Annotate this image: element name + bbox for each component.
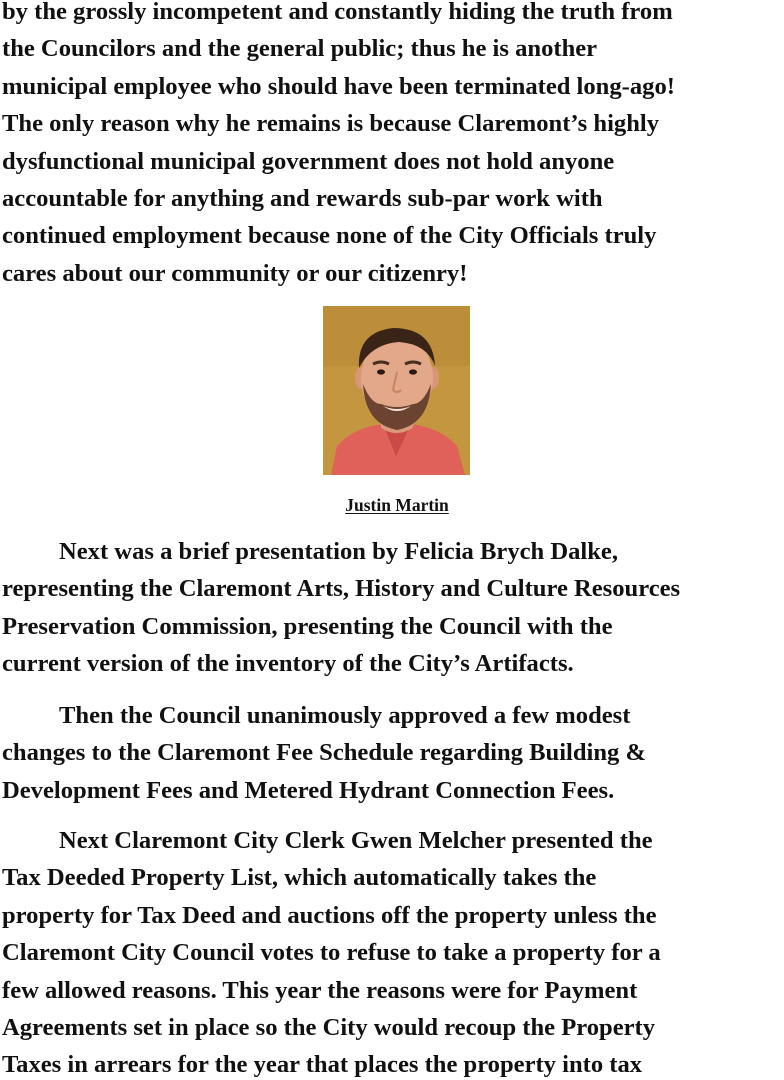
portrait-photo	[323, 306, 470, 475]
text-line: few allowed reasons. This year the reasons were for Payment	[2, 976, 638, 1004]
portrait-illustration	[323, 306, 470, 475]
text-line: Claremont City Council votes to refuse to take a property for a	[2, 939, 661, 967]
text-line: Agreements set in place so the City would recoup the Property	[2, 1014, 656, 1042]
text-line: Development Fees and Metered Hydrant Connection Fees.	[2, 776, 615, 804]
text-line: Tax Deeded Property List, which automatically takes the	[2, 864, 597, 892]
text-line: Next was a brief presentation by Felicia Brych Dalke,	[59, 538, 618, 565]
text-line: cares about our community or our citizenry!	[2, 259, 468, 287]
text-line: continued employment because none of the City Officials truly	[2, 222, 657, 250]
text-line: accountable for anything and rewards sub-par work with	[2, 185, 603, 213]
photo-caption: Justin Martin	[345, 495, 449, 515]
text-line: The only reason why he remains is because Claremont’s highly	[2, 110, 660, 138]
text-line: municipal employee who should have been terminated long-ago!	[2, 72, 675, 100]
text-line: Then the Council unanimously approved a few modest	[59, 702, 631, 729]
paragraph-2	[2, 533, 784, 683]
text-line: dysfunctional municipal government does not hold anyone	[2, 147, 615, 175]
text-line: current version of the inventory of the City’s Artifacts.	[2, 650, 574, 678]
text-line: by the grossly incompetent and constantly hiding the truth from	[2, 0, 673, 25]
text-line: the Councilors and the general public; thus he is another	[2, 35, 598, 63]
text-line: Taxes in arrears for the year that places the property into tax	[2, 1051, 643, 1079]
text-line: Preservation Commission, presenting the Council with the	[2, 612, 613, 640]
paragraph-1	[2, 0, 784, 292]
text-line: changes to the Claremont Fee Schedule regarding Building &	[2, 739, 646, 767]
paragraph-3	[2, 697, 784, 809]
paragraph-4	[2, 822, 784, 1080]
text-line: Next Claremont City Clerk Gwen Melcher presented the	[59, 827, 653, 854]
text-line: property for Tax Deed and auctions off the property unless the	[2, 901, 657, 929]
text-line: representing the Claremont Arts, History and Culture Resources	[2, 575, 681, 603]
